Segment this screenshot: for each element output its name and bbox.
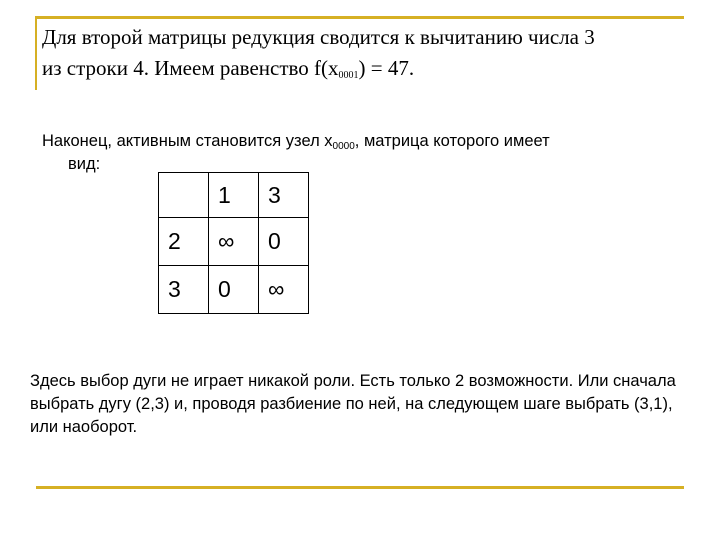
title-line-2-end: ) = 47. [358, 56, 415, 80]
matrix-cell: ∞ [259, 266, 309, 314]
para1-subscript: 0000 [332, 141, 355, 152]
top-accent-line [36, 16, 684, 19]
left-accent-line [35, 16, 37, 90]
matrix-row [159, 218, 309, 266]
title-line-2-text: из строки 4. Имеем равенство f(x [42, 56, 339, 80]
matrix-cell: 0 [259, 218, 309, 266]
matrix-cell: ∞ [209, 218, 259, 266]
matrix-row-header: 3 [159, 266, 209, 314]
matrix-row [159, 266, 309, 314]
para1-text: Наконец, активным становится узел x [42, 132, 333, 150]
matrix-row-header: 2 [159, 218, 209, 266]
matrix-header-row [159, 173, 309, 218]
matrix-cell: 0 [209, 266, 259, 314]
bottom-accent-line [36, 486, 684, 489]
title-line-2 [42, 56, 414, 80]
para1-text-end: , матрица которого имеет [354, 132, 550, 150]
matrix-corner-cell [159, 173, 209, 218]
matrix-col-header: 3 [259, 173, 309, 218]
title-subscript: 0001 [338, 70, 359, 81]
paragraph-conclusion: Здесь выбор дуги не играет никакой роли. Есть только 2 возможности. Или сначала выбрать дугу (2,3) и, проводя разбиение по ней, на следующем шаге выбрать (3,1), или наоборот. [30, 372, 676, 436]
paragraph-active-node [42, 130, 690, 176]
slide-title [42, 22, 692, 84]
title-line-1: Для второй матрицы редукция сводится к вычитанию числа 3 [42, 25, 595, 49]
reduction-matrix [158, 172, 309, 314]
matrix-col-header: 1 [209, 173, 259, 218]
para1-continuation: вид: [68, 155, 101, 173]
